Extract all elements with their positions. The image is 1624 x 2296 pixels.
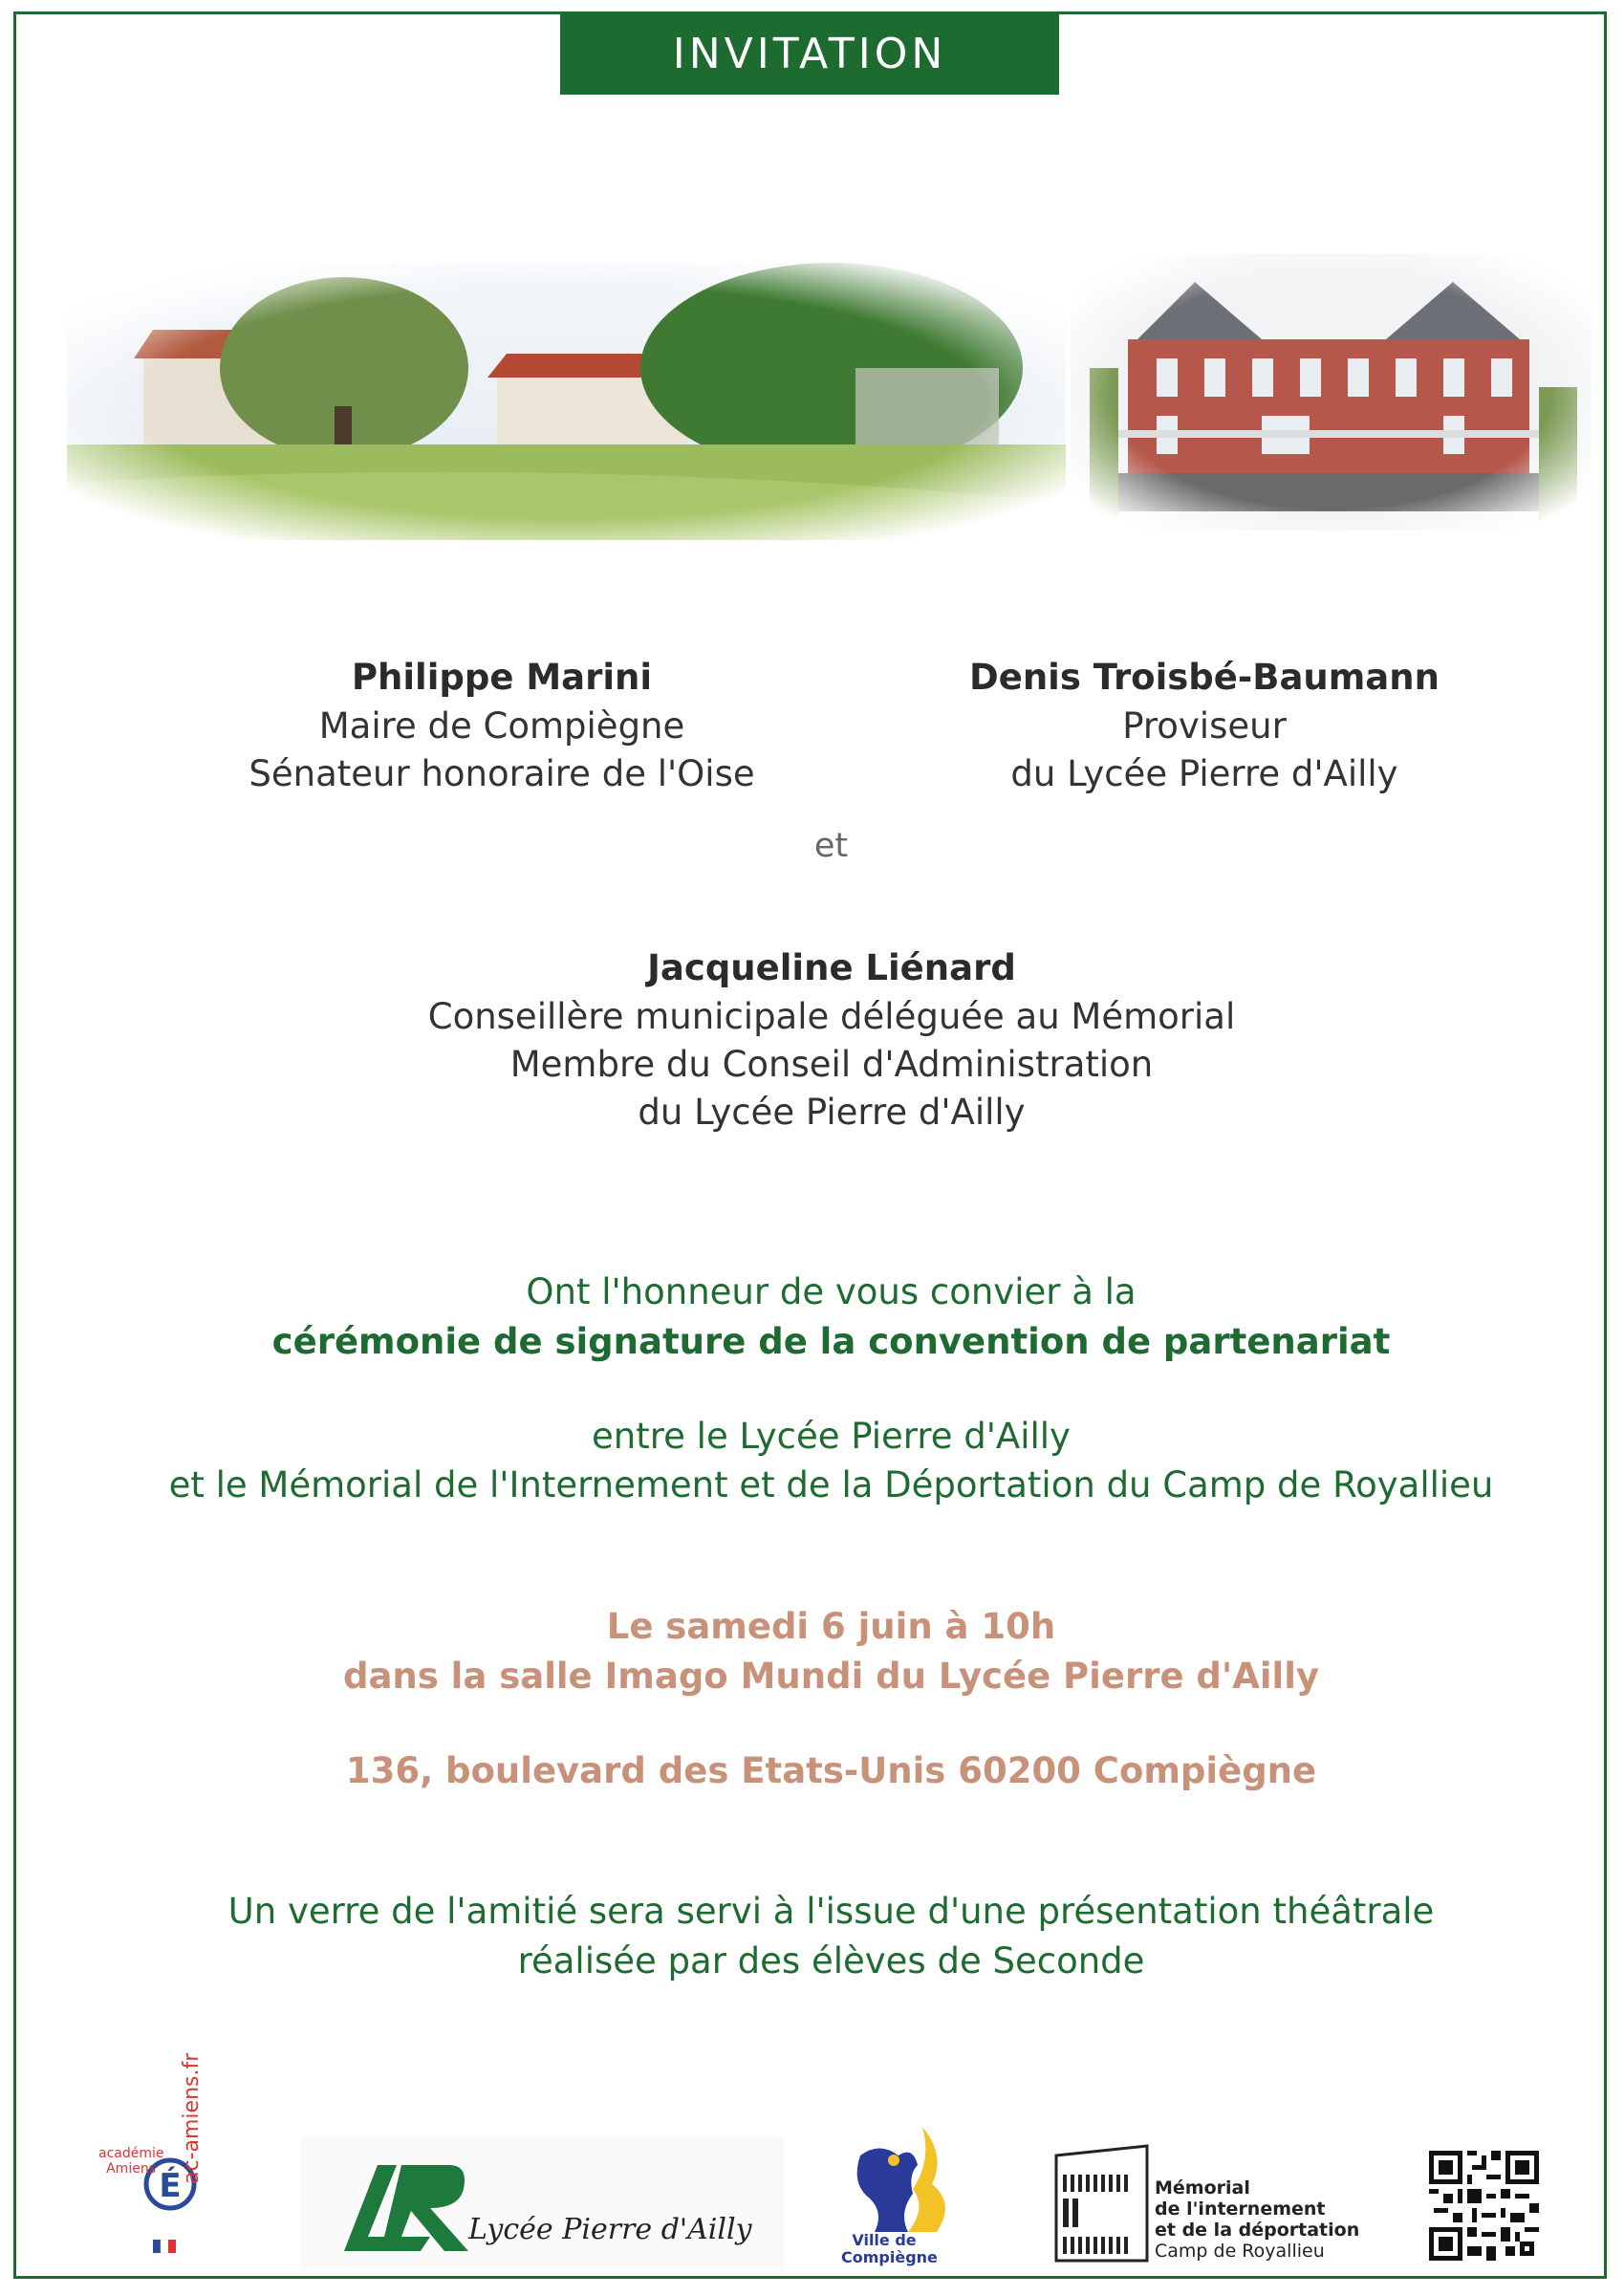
closing-line-2: réalisée par des élèves de Seconde [517,1940,1145,1982]
host-councillor-school: du Lycée Pierre d'Ailly [638,1092,1026,1133]
host-councillor [0,943,1624,1137]
conjunction: et [813,827,849,865]
logo-academie-amiens [94,2052,247,2275]
host-principal-title: Proviseur [1122,705,1287,747]
host-mayor-title: Maire de Compiègne [318,705,685,747]
invitation-banner: INVITATION [560,14,1059,95]
host-councillor-name: Jacqueline Liénard [647,947,1016,988]
academie-label-2: Amiens [106,2161,156,2177]
memorial-label-1: Mémorial [1155,2177,1250,2199]
logo-lycee-pierre-dailly [301,2136,784,2270]
memorial-label-4: Camp de Royallieu [1155,2241,1325,2262]
ville-label-1: Ville de [852,2231,917,2249]
closing-line-1: Un verre de l'amitié sera servi à l'issue d'une présentation théâtrale [227,1891,1435,1932]
memorial-label-2: de l'internement [1155,2199,1326,2220]
host-principal-name: Denis Troisbé-Baumann [969,657,1440,698]
photo-camp-royallieu [67,263,1066,540]
host-councillor-role: Membre du Conseil d'Administration [509,1044,1154,1085]
host-mayor-subtitle: Sénateur honoraire de l'Oise [249,753,755,794]
host-councillor-title: Conseillère municipale déléguée au Mémorial [427,996,1236,1037]
event-date: Le samedi 6 juin à 10h [606,1606,1056,1647]
host-mayor-name: Philippe Marini [351,657,653,698]
invite-line-3: entre le Lycée Pierre d'Ailly [592,1416,1071,1457]
logo-memorial-royallieu [1051,2141,1360,2270]
host-principal-subtitle: du Lycée Pierre d'Ailly [1010,753,1398,794]
ville-label-2: Compiègne [841,2248,938,2266]
academie-label [98,2146,164,2177]
event-address: 136, boulevard des Etats-Unis 60200 Compiègne [345,1750,1317,1791]
event-place: dans la salle Imago Mundi du Lycée Pierre d'Ailly [342,1656,1320,1697]
lycee-logo-text: Lycée Pierre d'Ailly [468,2213,752,2246]
academie-e-glyph: É [159,2167,182,2205]
ville-label [841,2231,938,2266]
memorial-label-3: et de la déportation [1155,2220,1360,2241]
invite-line-4: et le Mémorial de l'Internement et de la Déportation du Camp de Royallieu [168,1464,1494,1505]
memorial-label [1155,2177,1359,2262]
academie-url: ac-amiens.fr [180,2052,204,2184]
host-mayor [134,653,870,798]
logo-ville-compiegne [841,2117,965,2270]
qr-code[interactable] [1429,2151,1539,2261]
academie-label-1: académie [98,2146,164,2161]
invite-line-2: cérémonie de signature de la convention de partenariat [271,1321,1391,1362]
invite-line-1: Ont l'honneur de vous convier à la [526,1271,1137,1312]
host-principal [841,653,1568,798]
photo-lycee-building [1071,253,1592,531]
